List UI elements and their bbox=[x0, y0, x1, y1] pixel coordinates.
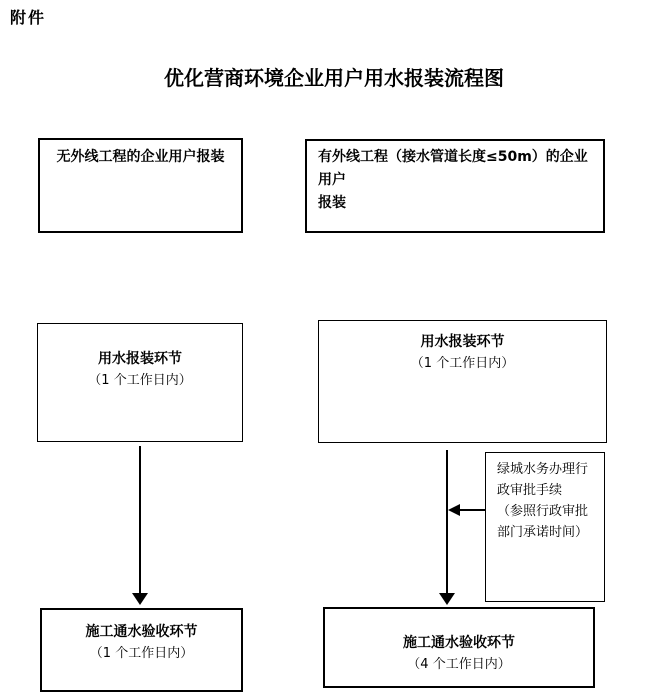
box-right-admin-note bbox=[485, 452, 605, 602]
arrow-head bbox=[448, 504, 460, 516]
arrow-head bbox=[439, 593, 455, 605]
box-right-apply-duration: （1 个工作日内） bbox=[410, 356, 515, 371]
arrow-head bbox=[132, 593, 148, 605]
box-left-apply-title: 用水报装环节 bbox=[98, 351, 182, 367]
box-left-acceptance-duration: （1 个工作日内） bbox=[89, 646, 194, 661]
arrow-line bbox=[446, 450, 448, 593]
box-right-apply-step bbox=[318, 320, 607, 443]
box-left-apply-duration: （1 个工作日内） bbox=[88, 373, 192, 388]
box-left-acceptance-step bbox=[40, 608, 243, 692]
admin-note-line-1: 绿城水务办理行 bbox=[497, 462, 589, 477]
box-right-acceptance-duration: （4 个工作日内） bbox=[407, 657, 511, 672]
box-left-start bbox=[38, 138, 243, 233]
arrow-line bbox=[139, 446, 141, 593]
box-left-apply-step bbox=[37, 323, 243, 442]
box-right-start-line-2: 报装 bbox=[318, 195, 346, 211]
admin-note-line-3: （参照行政审批 bbox=[497, 504, 589, 519]
attachment-label: 附件 bbox=[10, 8, 47, 27]
arrow-line bbox=[459, 509, 485, 511]
admin-note-line-2: 政审批手续 bbox=[497, 483, 563, 498]
box-right-apply-title: 用水报装环节 bbox=[420, 334, 505, 350]
box-left-start-text: 无外线工程的企业用户报装 bbox=[56, 149, 225, 165]
admin-note-line-4: 部门承诺时间） bbox=[497, 525, 589, 540]
box-left-acceptance-title: 施工通水验收环节 bbox=[85, 624, 198, 640]
box-right-acceptance-step bbox=[323, 607, 595, 688]
page-title: 优化营商环境企业用户用水报装流程图 bbox=[164, 66, 504, 90]
box-right-start-line-1: 有外线工程（接水管道长度≤50m）的企业用户 bbox=[318, 149, 588, 188]
box-right-acceptance-title: 施工通水验收环节 bbox=[403, 635, 515, 651]
box-right-start bbox=[305, 139, 605, 233]
